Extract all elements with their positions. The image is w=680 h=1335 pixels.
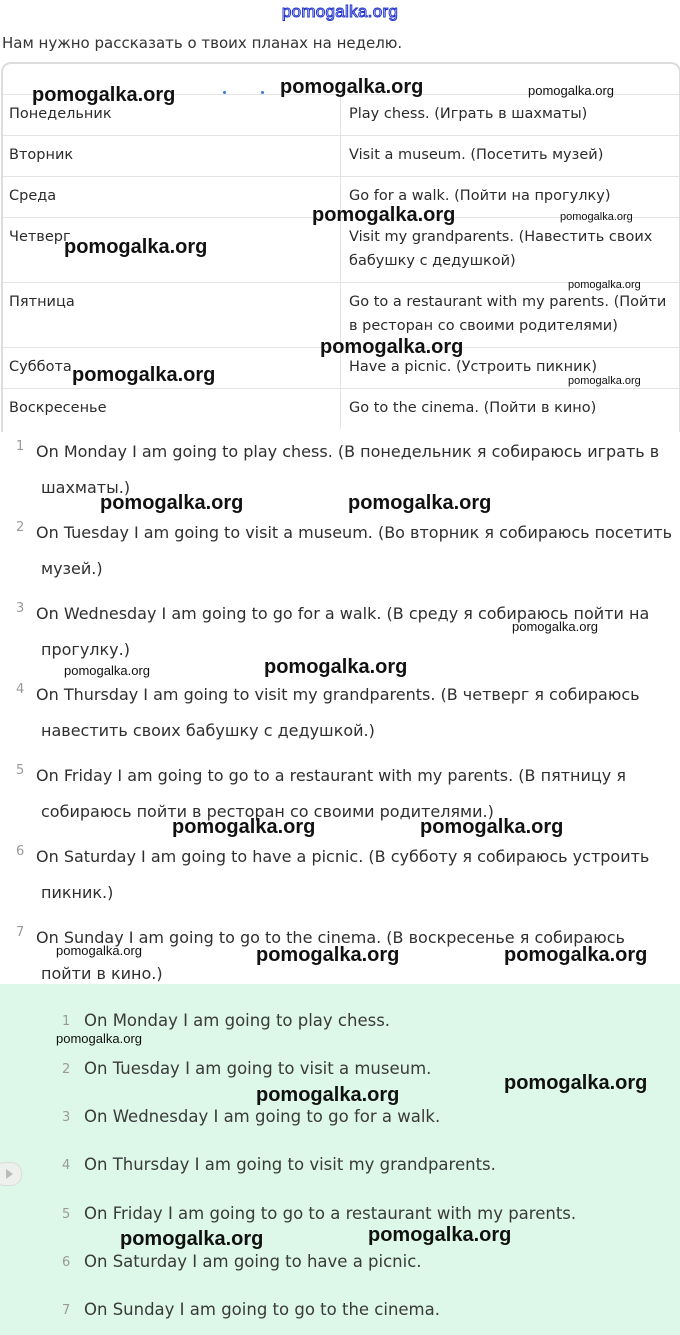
- sentence-line: музей.): [41, 559, 103, 578]
- table-row: [3, 177, 679, 218]
- watermark: pomogalka.org: [280, 76, 424, 98]
- day-cell: Понедельник: [9, 106, 112, 122]
- sentence-text: [36, 515, 672, 587]
- sentence-line: пикник.): [41, 883, 114, 902]
- item-number: 1: [16, 439, 25, 454]
- answer-item: [0, 1104, 680, 1134]
- plan-cell: Go to a restaurant with my parents. (Пойти в ресторан со своими родителями): [349, 294, 667, 334]
- site-logo[interactable]: pomogalka.org: [281, 2, 399, 21]
- answer-text: On Tuesday I am going to visit a museum.: [84, 1059, 432, 1078]
- plan-cell: Visit my grandparents. (Навестить своих бабушку с дедушкой): [349, 229, 653, 269]
- table-row: [3, 389, 679, 429]
- answer-text: On Monday I am going to play chess.: [84, 1011, 391, 1030]
- watermark: pomogalka.org: [504, 944, 648, 966]
- watermark: pomogalka.org: [56, 943, 142, 958]
- watermark: pomogalka.org: [568, 375, 641, 387]
- site-header: [0, 0, 680, 28]
- sentence-line: собираюсь пойти в ресторан со своими родителями.): [41, 802, 494, 821]
- plan-cell: Visit a museum. (Посетить музей): [349, 147, 604, 163]
- answer-text: On Wednesday I am going to go for a walk.: [84, 1107, 441, 1126]
- answer-text: On Sunday I am going to go to the cinema.: [84, 1300, 440, 1319]
- plan-cell: Have a picnic. (Устроить пикник): [349, 359, 598, 375]
- item-number: 1: [62, 1014, 71, 1029]
- column-divider: [340, 389, 341, 429]
- day-cell: Суббота: [9, 359, 72, 375]
- sentence-line: On Saturday I am going to have a picnic. (В субботу я собираюсь устроить: [36, 847, 650, 866]
- watermark: pomogalka.org: [560, 211, 633, 223]
- sentence-text: [36, 839, 672, 911]
- list-item: [0, 752, 680, 833]
- list-item: [0, 509, 680, 590]
- table-row: [3, 348, 679, 389]
- item-number: 5: [62, 1207, 71, 1222]
- answer-item: [0, 1008, 680, 1038]
- table-row: [3, 218, 679, 283]
- watermark: pomogalka.org: [56, 1031, 142, 1046]
- sentence-text: [36, 434, 672, 506]
- answer-item: [0, 1056, 680, 1086]
- answer-item: [0, 1297, 680, 1327]
- item-number: 3: [62, 1110, 71, 1125]
- sentence-text: [36, 758, 672, 830]
- sentence-line: On Sunday I am going to go to the cinema. (В воскресенье я собираюсь: [36, 928, 625, 947]
- list-item: [0, 671, 680, 752]
- answer-text: On Friday I am going to go to a restaurant with my parents.: [84, 1204, 577, 1223]
- list-item: [0, 428, 680, 509]
- watermark: pomogalka.org: [72, 364, 216, 386]
- watermark: pomogalka.org: [64, 663, 150, 678]
- intro-text: Нам нужно рассказать о твоих планах на неделю.: [2, 34, 403, 52]
- day-cell: Пятница: [9, 294, 75, 310]
- sentence-text: [36, 920, 672, 992]
- watermark: pomogalka.org: [568, 279, 641, 291]
- list-item: [0, 914, 680, 995]
- watermark: pomogalka.org: [256, 944, 400, 966]
- sentence-line: On Friday I am going to go to a restaurant with my parents. (В пятницу я: [36, 766, 626, 785]
- sentence-text: [36, 596, 672, 668]
- plan-cell: Go for a walk. (Пойти на прогулку): [349, 188, 611, 204]
- item-number: 4: [62, 1158, 71, 1173]
- item-number: 2: [16, 520, 25, 535]
- watermark: pomogalka.org: [32, 84, 176, 106]
- item-number: 4: [16, 682, 25, 697]
- table-row: [3, 283, 679, 348]
- watermark: pomogalka.org: [256, 1084, 400, 1106]
- table-row: [3, 95, 679, 136]
- list-item: [0, 590, 680, 671]
- item-number: 7: [62, 1303, 71, 1318]
- decor-dot-icon: [223, 91, 226, 94]
- sentence-line: On Thursday I am going to visit my grandparents. (В четверг я собираюсь: [36, 685, 640, 704]
- watermark: pomogalka.org: [264, 656, 408, 678]
- watermark: pomogalka.org: [312, 204, 456, 226]
- day-cell: Среда: [9, 188, 57, 204]
- column-divider: [340, 177, 341, 217]
- day-cell: Воскресенье: [9, 400, 107, 416]
- answer-item: [0, 1201, 680, 1231]
- list-item: [0, 833, 680, 914]
- watermark: pomogalka.org: [348, 492, 492, 514]
- watermark: pomogalka.org: [172, 816, 316, 838]
- item-number: 5: [16, 763, 25, 778]
- sentence-line: On Tuesday I am going to visit a museum. (Во вторник я собираюсь посетить: [36, 523, 673, 542]
- item-number: 6: [62, 1255, 71, 1270]
- watermark: pomogalka.org: [420, 816, 564, 838]
- sentence-text: [36, 677, 672, 749]
- plan-cell: Go to the cinema. (Пойти в кино): [349, 400, 597, 416]
- sentence-line: On Monday I am going to play chess. (В понедельник я собираюсь играть в: [36, 442, 660, 461]
- item-number: 2: [62, 1062, 71, 1077]
- watermark: pomogalka.org: [504, 1072, 648, 1094]
- answer-text: On Saturday I am going to have a picnic.: [84, 1252, 422, 1271]
- column-divider: [340, 283, 341, 347]
- sentence-line: навестить своих бабушку с дедушкой.): [41, 721, 375, 740]
- item-number: 6: [16, 844, 25, 859]
- answer-item: [0, 1152, 680, 1182]
- column-divider: [340, 95, 341, 135]
- watermark: pomogalka.org: [120, 1228, 264, 1250]
- answer-item: [0, 1249, 680, 1279]
- answer-text: On Thursday I am going to visit my grandparents.: [84, 1155, 496, 1174]
- watermark: pomogalka.org: [100, 492, 244, 514]
- play-button[interactable]: [0, 1162, 22, 1186]
- play-icon: [6, 1169, 13, 1179]
- table-card-header: [3, 64, 679, 95]
- day-cell: Четверг: [9, 229, 71, 245]
- sentence-line: прогулку.): [41, 640, 130, 659]
- sentence-list: [0, 428, 680, 995]
- watermark: pomogalka.org: [320, 336, 464, 358]
- column-divider: [340, 348, 341, 388]
- item-number: 7: [16, 925, 25, 940]
- table-row: [3, 136, 679, 177]
- item-number: 3: [16, 601, 25, 616]
- watermark: pomogalka.org: [64, 236, 208, 258]
- watermark: pomogalka.org: [528, 83, 614, 98]
- plan-cell: Play chess. (Играть в шахматы): [349, 106, 588, 122]
- sentence-line: пойти в кино.): [41, 964, 163, 983]
- sentence-line: шахматы.): [41, 478, 131, 497]
- watermark: pomogalka.org: [368, 1224, 512, 1246]
- decor-dot-icon: [261, 91, 264, 94]
- answer-block: [0, 984, 680, 1335]
- column-divider: [340, 136, 341, 176]
- day-cell: Вторник: [9, 147, 74, 163]
- table-body: [3, 95, 679, 429]
- column-divider: [340, 218, 341, 282]
- plans-table: [1, 62, 680, 432]
- sentence-line: On Wednesday I am going to go for a walk. (В среду я собираюсь пойти на: [36, 604, 650, 623]
- watermark: pomogalka.org: [512, 619, 598, 634]
